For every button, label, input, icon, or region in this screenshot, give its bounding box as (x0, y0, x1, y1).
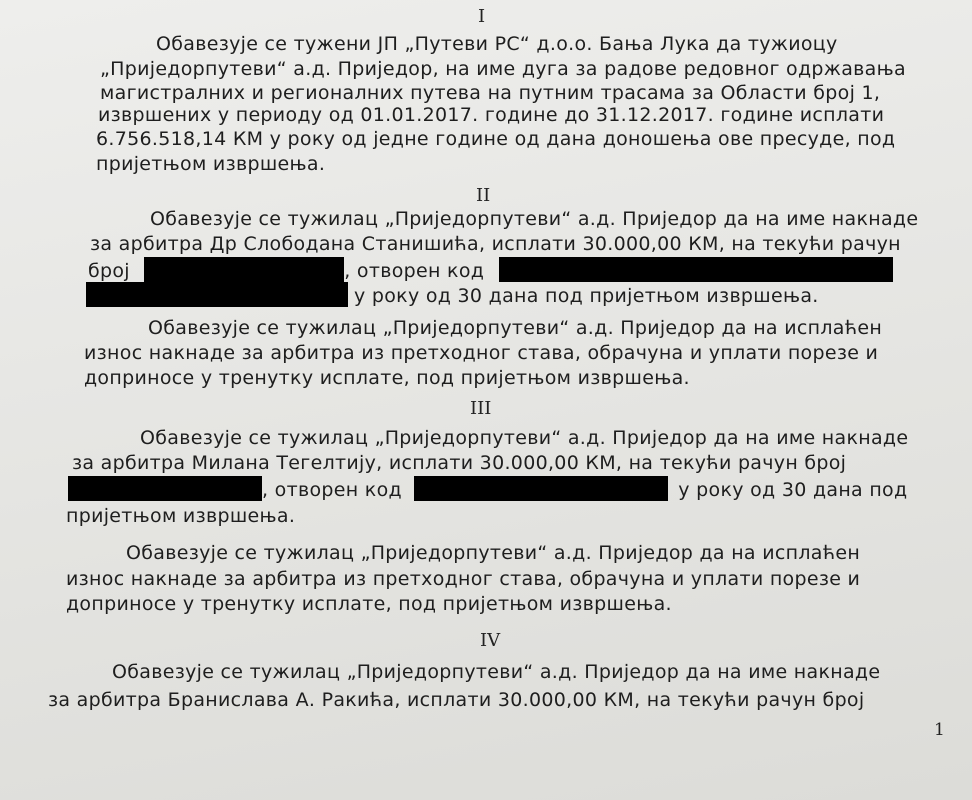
text-line: пријетњом извршења. (66, 505, 296, 527)
text-line: Обавезује се тужилац „Приједорпутеви“ а.д. Приједор да на име накнаде (112, 661, 881, 683)
text-line: „Приједорпутеви“ а.д. Приједор, на име дуга за радове редовног одржавања (100, 58, 906, 80)
redaction-bar (86, 282, 348, 307)
text-fragment: у року од 30 дана под (678, 479, 908, 501)
redaction-bar (68, 476, 262, 501)
text-line: износ накнаде за арбитра из претходног става, обрачуна и уплати порезе и (84, 342, 879, 364)
text-line: Обавезује се тужилац „Приједорпутеви“ а.д. Приједор да на исплаћен (148, 317, 883, 339)
text-line: Обавезује се тужилац „Приједорпутеви“ а.д. Приједор да на исплаћен (126, 542, 861, 564)
redaction-bar (144, 257, 344, 282)
text-fragment: број (88, 260, 130, 282)
section-numeral-i: I (478, 6, 486, 27)
text-line: за арбитра Милана Тегелтију, исплати 30.000,00 КМ, на текући рачун број (72, 452, 847, 474)
text-line: пријетњом извршења. (96, 153, 326, 175)
text-fragment: , отворен код (262, 479, 402, 501)
redacted-line (88, 257, 893, 283)
redacted-line (86, 282, 819, 308)
text-line: за арбитра Др Слободана Станишића, исплати 30.000,00 КМ, на текући рачун (90, 233, 901, 255)
text-line: извршених у периоду од 01.01.2017. године до 31.12.2017. године исплати (98, 104, 885, 126)
redacted-line (68, 476, 907, 502)
redaction-bar (499, 257, 893, 282)
text-fragment: у року од 30 дана под пријетњом извршења. (354, 285, 819, 307)
text-line: Обавезује се тужилац „Приједорпутеви“ а.д. Приједор да на име накнаде (150, 208, 919, 230)
section-numeral-iii: III (470, 398, 492, 419)
text-line: доприносе у тренутку исплате, под пријетњом извршења. (66, 593, 672, 615)
text-line: 6.756.518,14 КМ у року од једне године од дана доношења ове пресуде, под (96, 128, 896, 150)
text-line: износ накнаде за арбитра из претходног става, обрачуна и уплати порезе и (66, 568, 861, 590)
text-line: Обавезује се тужени ЈП „Путеви РС“ д.о.о. Бања Лука да тужиоцу (156, 33, 838, 55)
redaction-bar (414, 476, 668, 501)
text-line: за арбитра Бранислава А. Ракића, исплати 30.000,00 КМ, на текући рачун број (48, 689, 865, 711)
section-numeral-ii: II (476, 185, 491, 206)
text-fragment: , отворен код (344, 260, 485, 282)
section-numeral-iv: IV (480, 630, 501, 651)
text-line: Обавезује се тужилац „Приједорпутеви“ а.д. Приједор да на име накнаде (140, 427, 909, 449)
text-line: доприносе у тренутку исплате, под пријетњом извршења. (84, 367, 690, 389)
text-line: магистралних и регионалних путева на путним трасама за Области број 1, (100, 82, 881, 104)
page-number: 1 (934, 720, 945, 740)
